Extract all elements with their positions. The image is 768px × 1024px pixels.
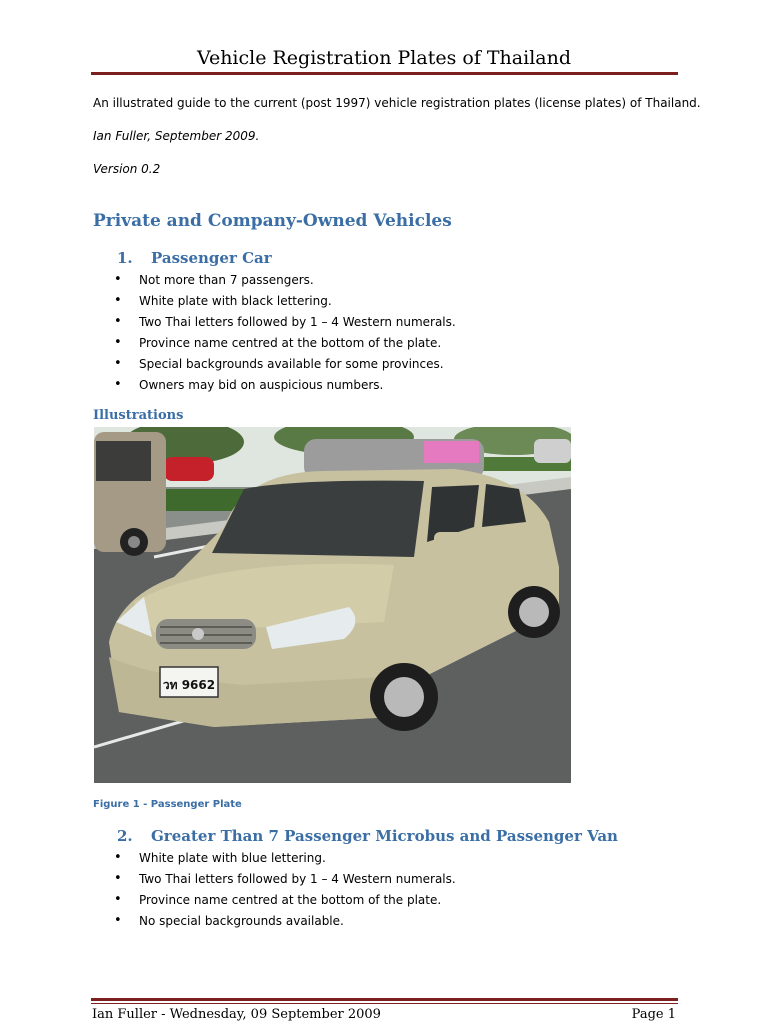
header-rule (91, 72, 678, 75)
subsection-2-heading (117, 827, 618, 845)
footer-rule-thin (91, 1003, 678, 1004)
list-item: • White plate with black lettering. (113, 293, 456, 314)
illustrations-heading: Illustrations (93, 408, 184, 423)
list-item: • No special backgrounds available. (113, 913, 456, 934)
subsection-2-bullets (113, 850, 456, 934)
list-item: • Special backgrounds available for some provinces. (113, 356, 456, 377)
list-item: • White plate with blue lettering. (113, 850, 456, 871)
passenger-car-photo (94, 427, 571, 783)
section-heading: Private and Company-Owned Vehicles (93, 211, 452, 231)
intro-version: Version 0.2 (93, 162, 161, 176)
footer-page-number: Page 1 (631, 1007, 676, 1022)
intro-author: Ian Fuller, September 2009. (93, 129, 260, 143)
figure-caption: Figure 1 - Passenger Plate (93, 799, 242, 810)
subsection-1-title: Passenger Car (151, 249, 272, 267)
plate-text: วท 9662 (162, 678, 216, 692)
page-title: Vehicle Registration Plates of Thailand (196, 47, 572, 69)
list-item: • Not more than 7 passengers. (113, 272, 456, 293)
list-item: • Province name centred at the bottom of the plate. (113, 892, 456, 913)
list-item: • Owners may bid on auspicious numbers. (113, 377, 456, 398)
list-item: • Two Thai letters followed by 1 – 4 Western numerals. (113, 871, 456, 892)
subsection-1-bullets (113, 272, 456, 398)
footer-author-date: Ian Fuller - Wednesday, 09 September 2009 (92, 1007, 381, 1022)
list-item: • Two Thai letters followed by 1 – 4 Western numerals. (113, 314, 456, 335)
intro-description: An illustrated guide to the current (post 1997) vehicle registration plates (license plates) of Thailand. (93, 96, 701, 110)
footer-rule (91, 998, 678, 1001)
list-item: • Province name centred at the bottom of the plate. (113, 335, 456, 356)
subsection-2-number: 2. (117, 827, 133, 845)
subsection-1-number: 1. (117, 249, 133, 267)
subsection-1-heading (117, 249, 272, 267)
subsection-2-title: Greater Than 7 Passenger Microbus and Passenger Van (151, 827, 618, 845)
